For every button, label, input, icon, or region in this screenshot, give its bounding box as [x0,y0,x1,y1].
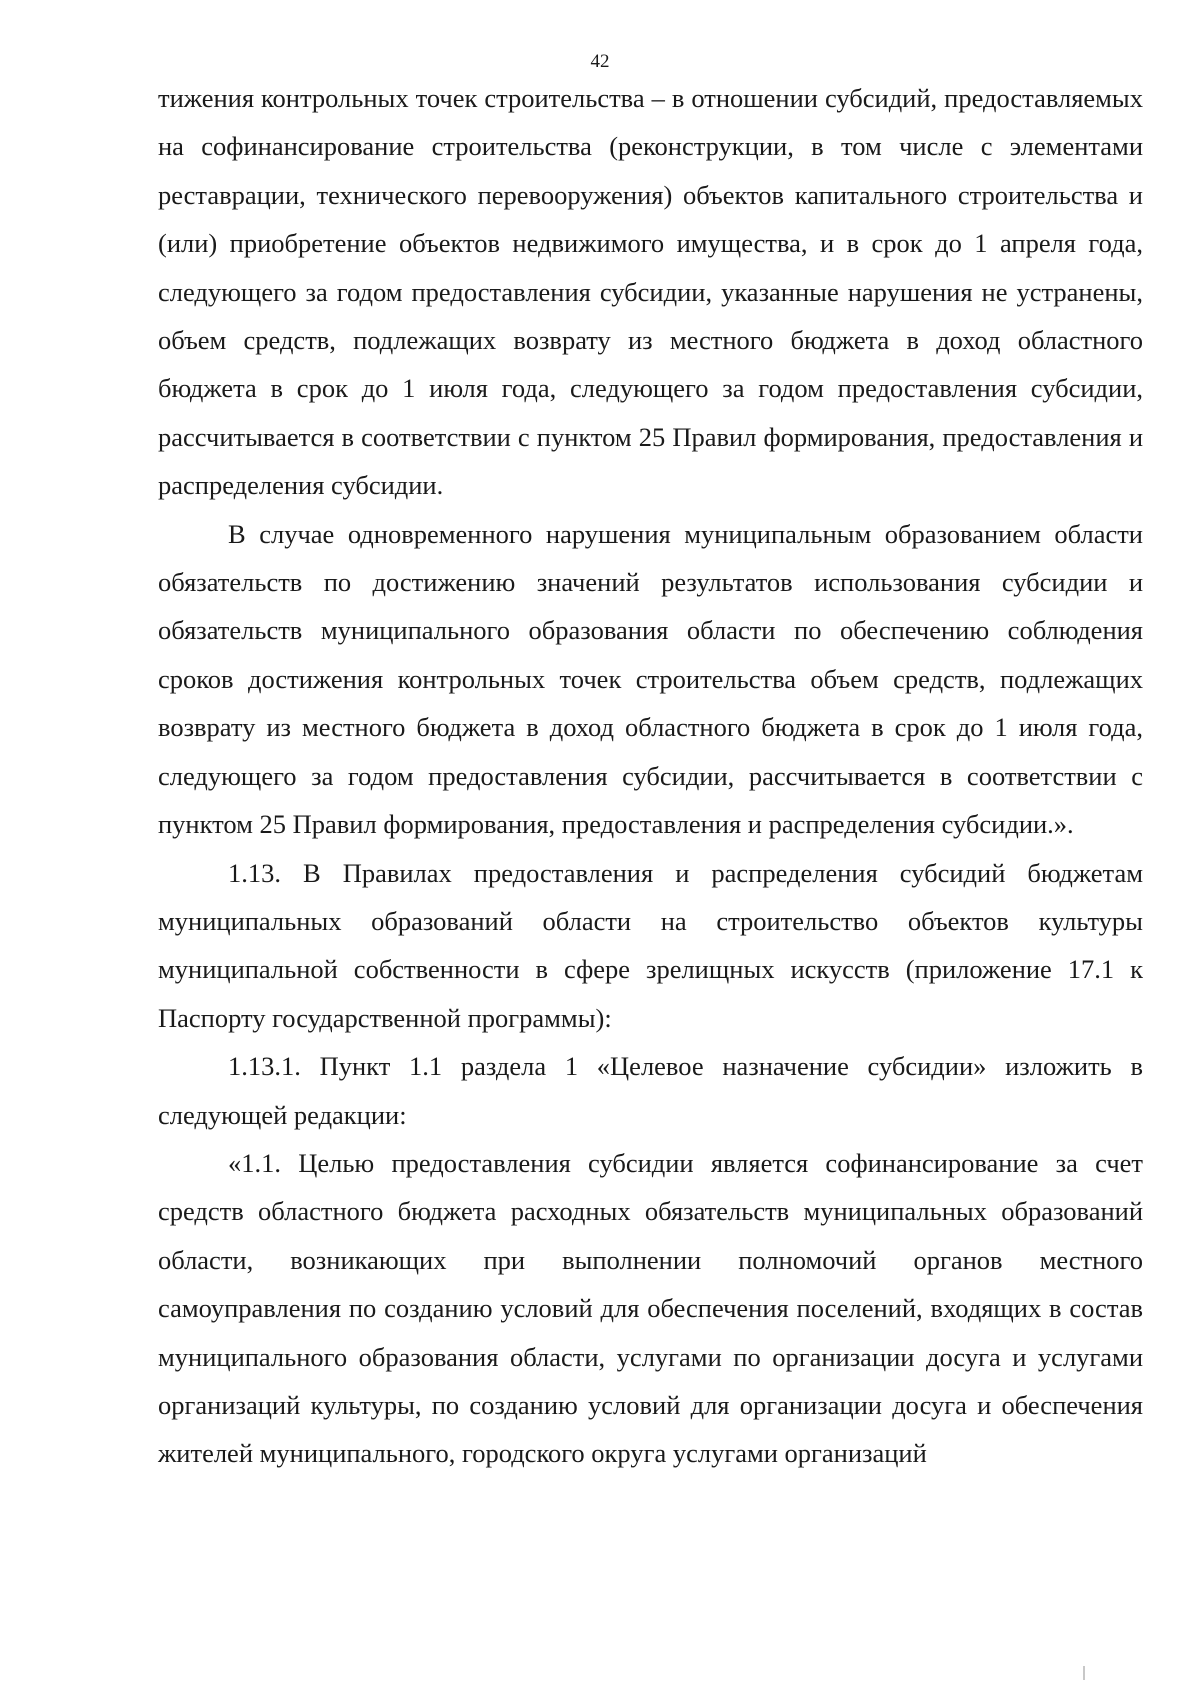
scan-artifact-mark [1083,1666,1085,1680]
page-number: 42 [590,51,610,72]
paragraph-1: тижения контрольных точек строительства – в отношении субсидий, предоставляемых на софинансирование строительства (реконструкции, в том числе с элементами реставрации, технического перевооружения) объектов капитального строительства и (или) приобретение объектов недвижимого имущества, и в срок до 1 апреля года, следующего за годом предоставления субсидии, указанные нарушения не устранены, объем средств, подлежащих возврату из местного бюджета в доход областного бюджета в срок до 1 июля года, следующего за годом предоставления субсидии, рассчитывается в соответствии с пунктом 25 Правил формирования, предоставления и распределения субсидии. [158,83,1143,501]
document-body [158,74,1143,1478]
paragraph-5: «1.1. Целью предоставления субсидии является софинансирование за счет средств областного бюджета расходных обязательств муниципальных образований области, возникающих при выполнении полномочий органов местного самоуправления по созданию условий для обеспечения поселений, входящих в состав муниципального образования области, услугами по организации досуга и услугами организаций культуры, по созданию условий для организации досуга и обеспечения жителей муниципального, городского округа услугами организаций [158,1147,1143,1469]
paragraph-4: 1.13.1. Пункт 1.1 раздела 1 «Целевое назначение субсидии» изложить в следующей редакции: [158,1051,1143,1130]
paragraph-2: В случае одновременного нарушения муниципальным образованием области обязательств по достижению значений результатов использования субсидии и обязательств муниципального образования области по обеспечению соблюдения сроков достижения контрольных точек строительства объем средств, подлежащих возврату из местного бюджета в доход областного бюджета в срок до 1 июля года, следующего за годом предоставления субсидии, рассчитывается в соответствии с пунктом 25 Правил формирования, предоставления и распределения субсидии.». [158,518,1143,840]
paragraph-3: 1.13. В Правилах предоставления и распределения субсидий бюджетам муниципальных образований области на строительство объектов культуры муниципальной собственности в сфере зрелищных искусств (приложение 17.1 к Паспорту государственной программы): [158,857,1143,1033]
